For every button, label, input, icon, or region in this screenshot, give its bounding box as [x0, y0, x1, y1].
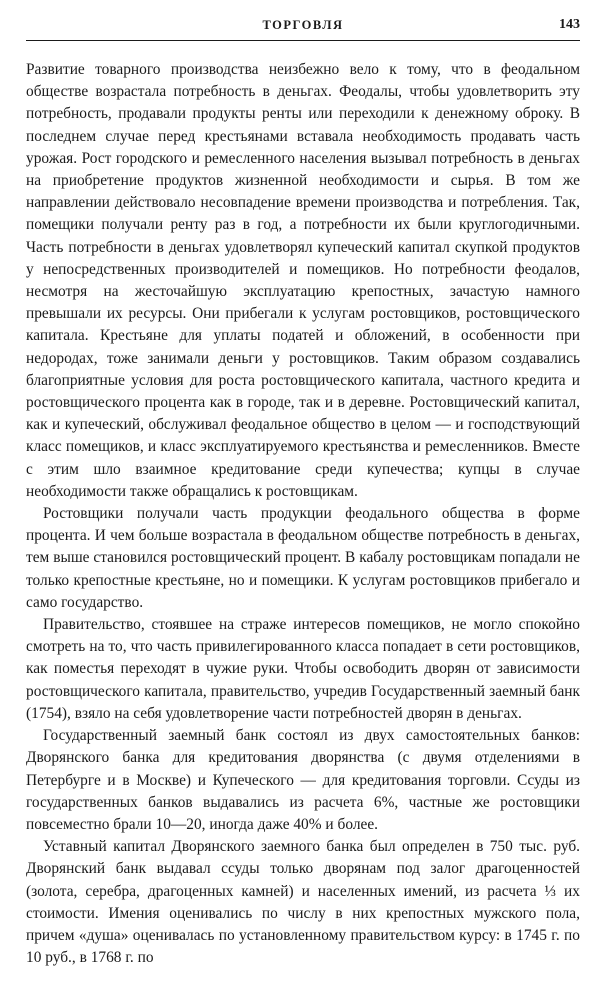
paragraph: Уставный капитал Дворянского заемного банка был определен в 750 тыс. руб. Дворянский банк выдавал ссуды только дворянам под залог драгоценностей (золота, серебра, драгоценных камней) и населенных имений, из расчета ⅓ их стоимости. Имения оценивались по числу в них крепостных мужского пола, причем «душа» оценивалась по установленному правительством курсу: в 1745 г. по 10 руб., в 1768 г. по — [26, 838, 580, 967]
paragraph: Ростовщики получали часть продукции феодального общества в форме процента. И чем больше возрастала в феодальном обществе потребность в деньгах, тем выше становился ростовщический процент. В кабалу ростовщикам попадали не только крепостные крестьяне, но и помещики. К услугам ростовщиков прибегало и само государство. — [26, 505, 580, 611]
header-rule — [26, 40, 580, 41]
running-title: ТОРГОВЛЯ — [262, 18, 344, 32]
paragraph: Государственный заемный банк состоял из двух самостоятельных банков: Дворянского банка для кредитования дворянства (с двумя отделениями в Петербурге и в Москве) и Купеческого — для кредитования торговли. Ссуды из государственных банков выдавались из расчета 6%, частные же ростовщики повсеместно брали 10—20, иногда даже 40% и более. — [26, 727, 580, 833]
page-header — [26, 14, 580, 40]
page-number: 143 — [559, 17, 580, 32]
body-text — [26, 59, 580, 969]
paragraph: Правительство, стоявшее на страже интересов помещиков, не могло спокойно смотреть на то, что часть привилегированного класса попадает в сети ростовщиков, как поместья переходят в чужие руки. Чтобы освободить дворян от зависимости ростовщического капитала, правительство, учредив Государственный заемный банк (1754), взяло на себя удовлетворение части потребностей дворян в деньгах. — [26, 616, 580, 722]
paragraph: Развитие товарного производства неизбежно вело к тому, что в феодальном обществе возрастала потребность в деньгах. Феодалы, чтобы удовлетворить эту потребность, продавали продукты ренты или переходили к денежному оброку. В последнем случае перед крестьянами вставала необходимость продавать часть урожая. Рост городского и ремесленного населения вызывал потребность в деньгах на приобретение продуктов жизненной необходимости и сырья. В том же направлении действовало несовпадение времени производства и потребления. Так, помещики получали ренту раз в год, а потребности их были круглогодичными. Часть потребности в деньгах удовлетворял купеческий капитал скупкой продуктов у непосредственных производителей и помещиков. Но потребности феодалов, несмотря на жесточайшую эксплуатацию крепостных, зачастую намного превышали их ресурсы. Они прибегали к услугам ростовщиков, ростовщического капитала. Крестьяне для уплаты податей и обложений, в особенности при недородах, тоже занимали деньги у ростовщиков. Таким образом создавались благоприятные условия для роста ростовщического капитала, частного кредита и ростовщического процента как в городе, так и в деревне. Ростовщический капитал, как и купеческий, обслуживал феодальное общество в целом — и господствующий класс помещиков, и класс эксплуатируемого крестьянства и ремесленников. Вместе с этим шло взаимное кредитование среди купечества; купцы в случае необходимости также обращались к ростовщикам. — [26, 61, 580, 500]
book-page — [26, 0, 580, 982]
